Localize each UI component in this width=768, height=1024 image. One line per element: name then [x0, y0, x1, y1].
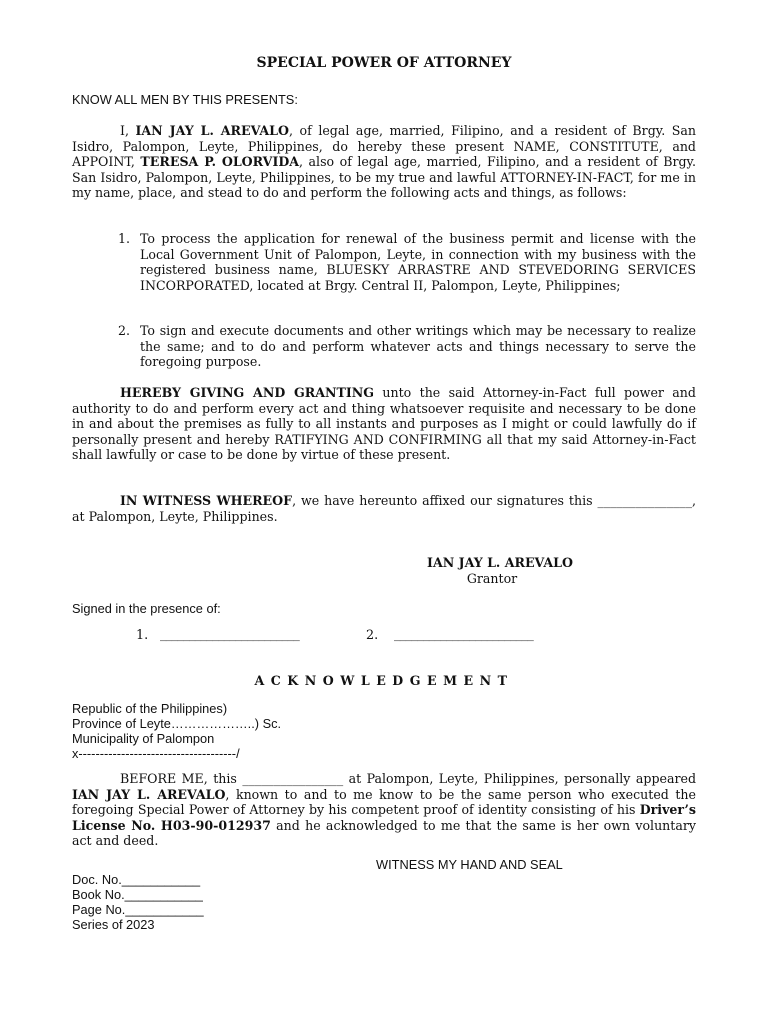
witness-signature-line-2: ________________________: [394, 627, 534, 642]
date-blank: _______________: [597, 493, 692, 508]
document-title: SPECIAL POWER OF ATTORNEY: [256, 55, 512, 71]
appointment-paragraph: I, IAN JAY L. AREVALO, of legal age, married, Filipino, and a resident of Brgy. San Isidro, Palompon, Leyte, Philippines, do hereby these present NAME, CONSTITUTE, and APPOINT, TERESA P. OLORVIDA, also of legal age, married, Filipino, and a resident of Brgy. San Isidro, Palompon, Leyte, Philippines, to be my true and lawful ATTORNEY-IN-FACT, for me in my name, place, and stead to do and perform the following acts and things, as follows:: [72, 123, 696, 200]
acknowledgement-title: ACKNOWLEDGEMENT: [254, 673, 514, 688]
book-number: Book No.___________: [72, 887, 203, 902]
witness-number-2: 2.: [366, 628, 379, 643]
venue-line-3: Municipality of Palompon: [72, 731, 215, 746]
signature-role: Grantor: [466, 571, 518, 586]
witness-whereof-paragraph: IN WITNESS WHEREOF, we have hereunto affixed our signatures this _______________, at Palompon, Leyte, Philippines.: [72, 493, 697, 524]
list-item: 2. To sign and execute documents and other writings which may be necessary to realize the same; and to do and perform whatever acts and things necessary to serve the foregoing purpose.: [118, 323, 696, 369]
witness-hand-seal: WITNESS MY HAND AND SEAL: [376, 857, 563, 872]
doc-number: Doc. No.___________: [72, 872, 201, 887]
appearing-name: IAN JAY L. AREVALO: [72, 786, 226, 802]
license-number: Driver’s License No. H03-90-012937: [72, 802, 696, 833]
acknowledgement-paragraph: BEFORE ME, this ________________ at Palompon, Leyte, Philippines, personally appeared IAN JAY L. AREVALO, known to and to me know to be the same person who executed the foregoing Special Power of Attorney by his competent proof of identity consisting of his Driver’s License No. H03-90-012937 and he acknowledged to me that the same is her own voluntary act and deed.: [72, 771, 697, 848]
witness-signature-line-1: ________________________: [160, 627, 300, 642]
venue-line-1: Republic of the Philippines): [72, 701, 228, 716]
intro-line: KNOW ALL MEN BY THIS PRESENTS:: [72, 92, 298, 107]
list-item: 1. To process the application for renewal of the business permit and license with the Local Government Unit of Palompon, Leyte, in connection with my business with the registered business name, BLUESKY ARRASTRE AND STEVEDORING SERVICES INCORPORATED, located at Brgy. Central II, Palompon, Leyte, Philippines;: [118, 231, 696, 293]
venue-line-4: x-------------------------------------/: [72, 746, 240, 761]
attorney-name: TERESA P. OLORVIDA: [140, 154, 300, 169]
series-year: Series of 2023: [72, 917, 155, 932]
page-number: Page No.___________: [72, 902, 204, 917]
granting-paragraph: HEREBY GIVING AND GRANTING unto the said Attorney-in-Fact full power and authority to do and perform every act and thing whatsoever requisite and necessary to be done in and about the premises as fully to all instants and purposes as I might or could lawfully do if personally present and hereby RATIFYING AND CONFIRMING all that my said Attorney-in-Fact shall lawfully or case to be done by virtue of these present.: [72, 385, 696, 462]
venue-line-2: Province of Leyte………………..) Sc.: [72, 716, 282, 731]
signature-name: IAN JAY L. AREVALO: [427, 555, 573, 570]
date-blank: ________________: [242, 771, 344, 786]
grantor-name: IAN JAY L. AREVALO: [135, 123, 289, 138]
witness-label: Signed in the presence of:: [72, 601, 221, 616]
witness-number-1: 1.: [136, 628, 149, 643]
